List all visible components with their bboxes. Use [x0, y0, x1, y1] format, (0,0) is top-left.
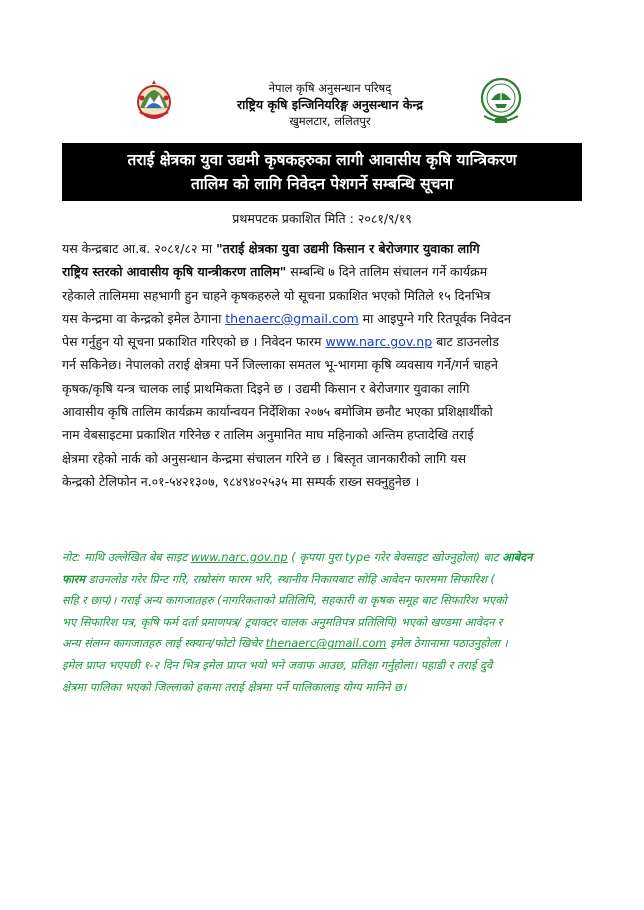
note-line: भए सिफारिश पत्र, कृषि फर्म दर्ता प्रमाणपत्र/ ट्रयाक्टर चालक अनुमतिपत्र प्रतिलिपि) भएको खण्डमा आवेदन र — [62, 615, 503, 629]
title-line-1: तराई क्षेत्रका युवा उद्यमी कृषकहरुका लागी आवासीय कृषि यान्त्रिकरण — [127, 151, 517, 169]
note-line: क्षेत्रमा पालिका भएको जिल्लाको हकमा तराई क्षेत्रमा पर्ने पालिकालाइ योग्य मानिने छ। — [62, 680, 407, 694]
body-line: आवासीय कृषि तालिम कार्यक्रम कार्यान्वयन निर्देशिका २०७५ बमोजिम छनौट भएका प्रशिक्षार्थीको — [62, 404, 493, 420]
council-name: नेपाल कृषि अनुसन्धान परिषद् — [268, 81, 392, 95]
training-title-part-2: राष्ट्रिय स्तरको आवासीय कृषि यान्त्रीकरण तालिम" — [62, 264, 287, 280]
note-bold-text: आबेदन — [502, 551, 533, 564]
title-banner — [62, 143, 582, 201]
note-line — [62, 547, 584, 569]
body-text: यस केन्द्रबाट आ.ब. २०८१/८२ मा — [62, 241, 217, 256]
training-title-part-1: "तराई क्षेत्रका युवा उद्यमी किसान र बेरोजगार युवाका लागि — [216, 241, 480, 256]
body-line: गर्न सकिनेछ। नेपालको तराई क्षेत्रमा पर्ने जिल्लाका समतल भू-भागमा कृषि व्यवसाय गर्ने/गर्न चाहने — [62, 357, 498, 373]
email-link[interactable]: thenaerc@gmail.com — [225, 310, 359, 326]
center-address: खुमलटार, ललितपुर — [289, 114, 371, 128]
body-line — [62, 307, 584, 330]
body-text: बाट डाउनलोड — [432, 334, 499, 350]
note-text: डाउनलोड गरेर प्रिन्ट गरि, राम्रोसंग फारम भरि, स्थानीय निकायबाट सोहि आवेदन फारममा सिफारिश ( — [85, 572, 495, 586]
note-email-link[interactable]: thenaerc@gmail.com — [265, 637, 387, 651]
note-text: इमेल ठेगानामा पठाउनुहोला । — [386, 637, 508, 651]
body-line: कृषक/कृषि यन्त्र चालक लाई प्राथमिकता दिइने छ । उद्यमी किसान र बेरोजगार युवाका लागि — [62, 380, 470, 396]
note-line: इमेल प्राप्त भएपछी १-२ दिन भित्र इमेल प्राप्त भयो भने जवाफ आउछ, प्रतिक्षा गर्नुहोला। पहाडी र तराई दुवै — [62, 658, 493, 672]
note-line — [62, 633, 584, 655]
nepal-emblem-icon — [132, 78, 176, 122]
note-text: ( कृपया पुरा type गरेर बेवसाइट खोज्नुहोला) बाट — [287, 551, 503, 564]
note-line — [62, 569, 584, 591]
body-line — [62, 260, 584, 283]
body-line: क्षेत्रमा रहेको नार्क को अनुसन्धान केन्द्रमा संचालन गरिने छ । बिस्तृत जानकारीको लागि यस — [62, 450, 467, 466]
note-website-link[interactable]: www.narc.gov.np — [190, 551, 288, 564]
published-date: प्रथमपटक प्रकाशित मिति : २०८१/९/१९ — [232, 211, 412, 226]
narc-logo-icon — [478, 76, 524, 126]
body-text: यस केन्द्रमा वा केन्द्रको इमेल ठेगाना — [62, 310, 226, 326]
body-line — [62, 330, 584, 353]
header-block — [180, 80, 480, 129]
note-bold-text: फारम — [62, 572, 86, 586]
body-text: मा आइपुग्ने गरि रितपूर्वक निवेदन — [358, 310, 511, 326]
notice-body — [62, 237, 584, 493]
note-line: सहि र छाप)। गराई अन्य कागजातहरु (नागरिकताको प्रतिलिपि, सहकारी वा कृषक समूह बाट सिफारिश भएको — [62, 594, 507, 608]
note-block — [62, 547, 584, 698]
title-line-2: तालिम को लागि निवेदन पेशगर्ने सम्बन्धि सूचना — [190, 175, 454, 193]
body-text: सम्बन्धि ७ दिने तालिम संचालन गर्ने कार्यक्रम — [286, 264, 488, 280]
body-line: रहेकाले तालिममा सहभागी हुन चाहने कृषकहरुले यो सूचना प्रकाशित भएको मितिले १५ दिनभित्र — [62, 287, 491, 303]
body-text: पेस गर्नुहुन यो सूचना प्रकाशित गरिएको छ । निवेदन फारम — [62, 334, 326, 350]
body-line: केन्द्रको टेलिफोन न.०१-५४२१३०७, ९८४९४०२५३५ मा सम्पर्क राख्न सक्नुहुनेछ । — [62, 473, 420, 489]
note-text: अन्य संलग्न कागजातहरु लाई स्क्यान/फोटो खिचेर — [62, 637, 266, 651]
center-name: राष्ट्रिय कृषि इन्जिनियरिङ्ग अनुसन्धान केन्द्र — [236, 97, 424, 112]
body-line: नाम वेबसाइटमा प्रकाशित गरिनेछ र तालिम अनुमानित माघ महिनाको अन्तिम हप्तादेखि तराई — [62, 427, 474, 443]
body-line — [62, 237, 584, 260]
website-link[interactable]: www.narc.gov.np — [325, 334, 433, 350]
note-text: नोट: माथि उल्लेखित बेब साइट — [62, 551, 191, 564]
